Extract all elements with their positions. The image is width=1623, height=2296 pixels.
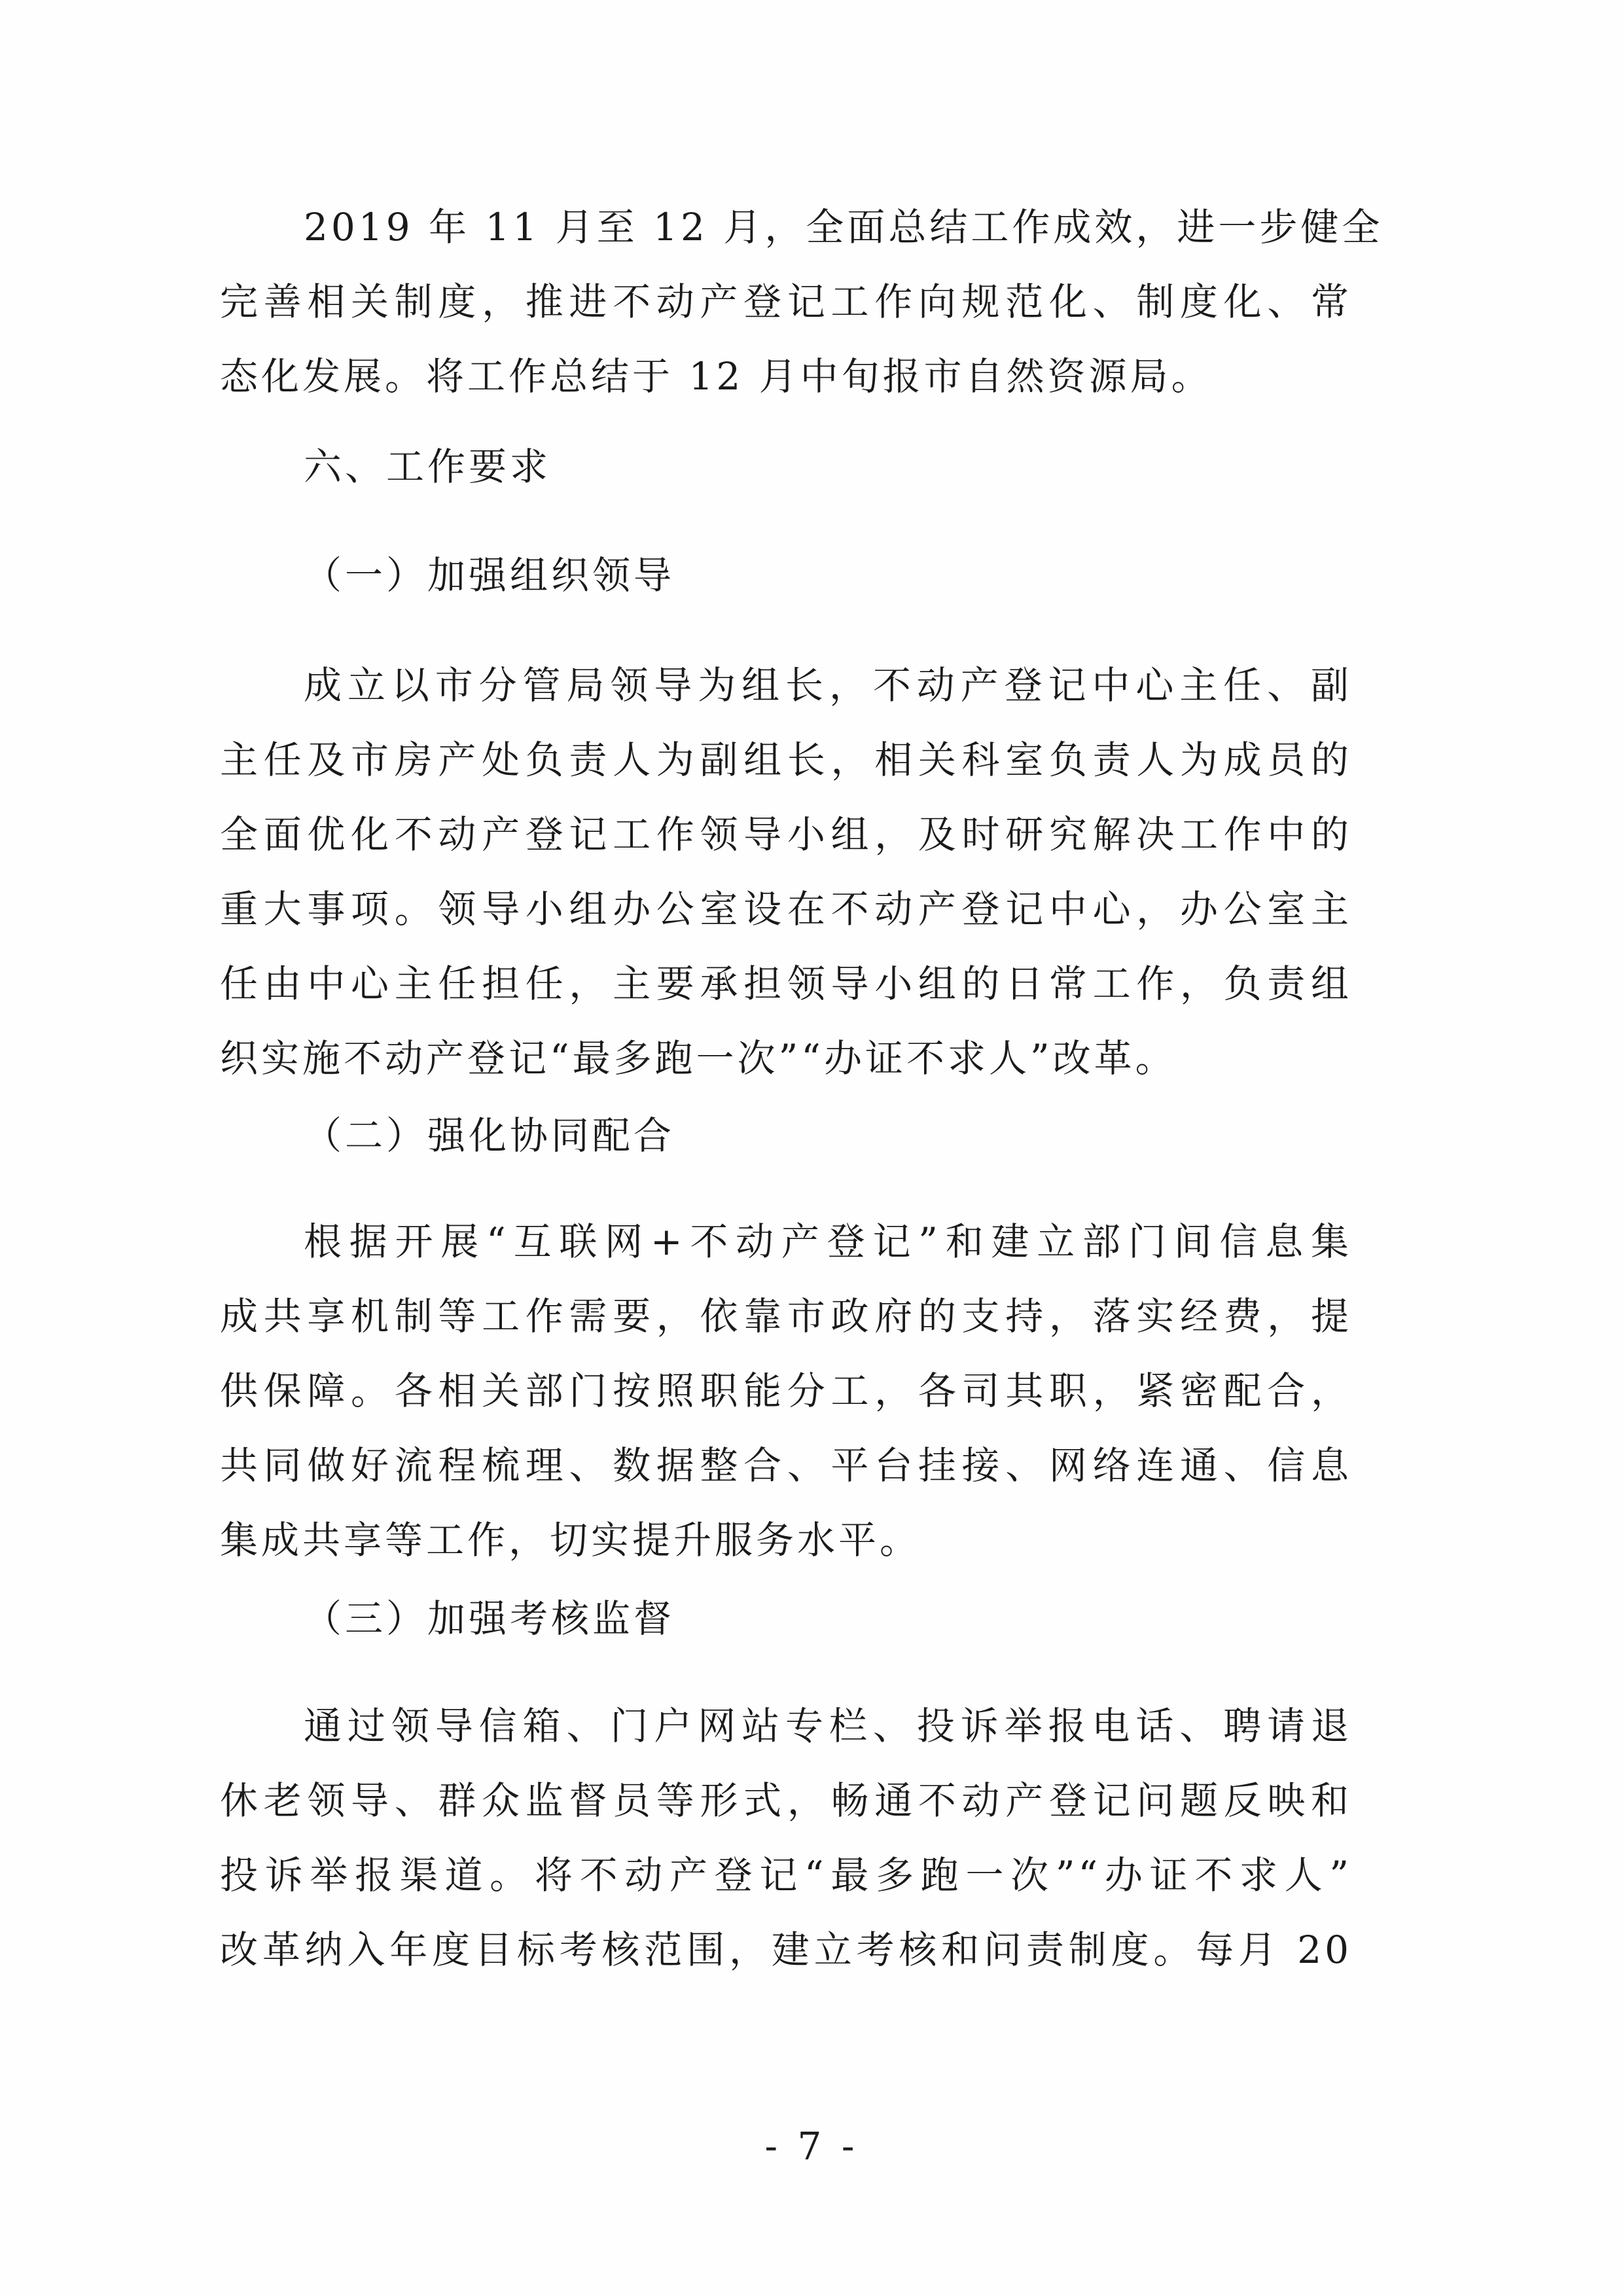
subheading-coordination: （二）强化协同配合: [304, 1113, 675, 1158]
text-line: 成立以市分管局领导为组长，不动产登记中心主任、副: [304, 663, 1352, 708]
subheading-supervision: （三）加强考核监督: [304, 1596, 675, 1641]
page-number: - 7 -: [764, 2124, 859, 2168]
text-line: 供保障。各相关部门按照职能分工，各司其职，紧密配合，: [220, 1369, 1352, 1413]
text-line: 休老领导、群众监督员等形式，畅通不动产登记问题反映和: [220, 1778, 1352, 1823]
paragraph-summary: [220, 190, 1383, 414]
text-line: 通过领导信箱、门户网站专栏、投诉举报电话、聘请退: [304, 1704, 1352, 1748]
text-line: 织实施不动产登记“最多跑一次”“办证不求人”改革。: [220, 1036, 1177, 1081]
paragraph-leadership-group: [220, 648, 1352, 1096]
section-heading-work-requirements: 六、工作要求: [304, 444, 552, 489]
text-line: 投诉举报渠道。将不动产登记“最多跑一次”“办证不求人”: [220, 1853, 1352, 1897]
text-line: 重大事项。领导小组办公室设在不动产登记中心，办公室主: [220, 887, 1352, 931]
text-line: 完善相关制度，推进不动产登记工作向规范化、制度化、常: [220, 279, 1352, 324]
text-line: 态化发展。将工作总结于 12 月中旬报市自然资源局。: [220, 354, 1213, 399]
text-line: 根据开展“互联网+不动产登记”和建立部门间信息集: [304, 1219, 1352, 1264]
text-line: 成共享机制等工作需要，依靠市政府的支持，落实经费，提: [220, 1294, 1352, 1338]
paragraph-coordination: [220, 1204, 1352, 1577]
paragraph-supervision: [220, 1689, 1352, 1987]
text-line: 任由中心主任担任，主要承担领导小组的日常工作，负责组: [220, 961, 1352, 1006]
text-line: 集成共享等工作，切实提升服务水平。: [220, 1518, 921, 1562]
text-line: 改革纳入年度目标考核范围，建立考核和问责制度。每月 20: [220, 1928, 1352, 1972]
text-line: 全面优化不动产登记工作领导小组，及时研究解决工作中的: [220, 812, 1352, 857]
text-line: 共同做好流程梳理、数据整合、平台挂接、网络连通、信息: [220, 1443, 1352, 1488]
text-line: 主任及市房产处负责人为副组长，相关科室负责人为成员的: [220, 738, 1352, 782]
subheading-organization-leadership: （一）加强组织领导: [304, 553, 675, 598]
text-line: 2019 年 11 月至 12 月，全面总结工作成效，进一步健全: [304, 205, 1383, 249]
